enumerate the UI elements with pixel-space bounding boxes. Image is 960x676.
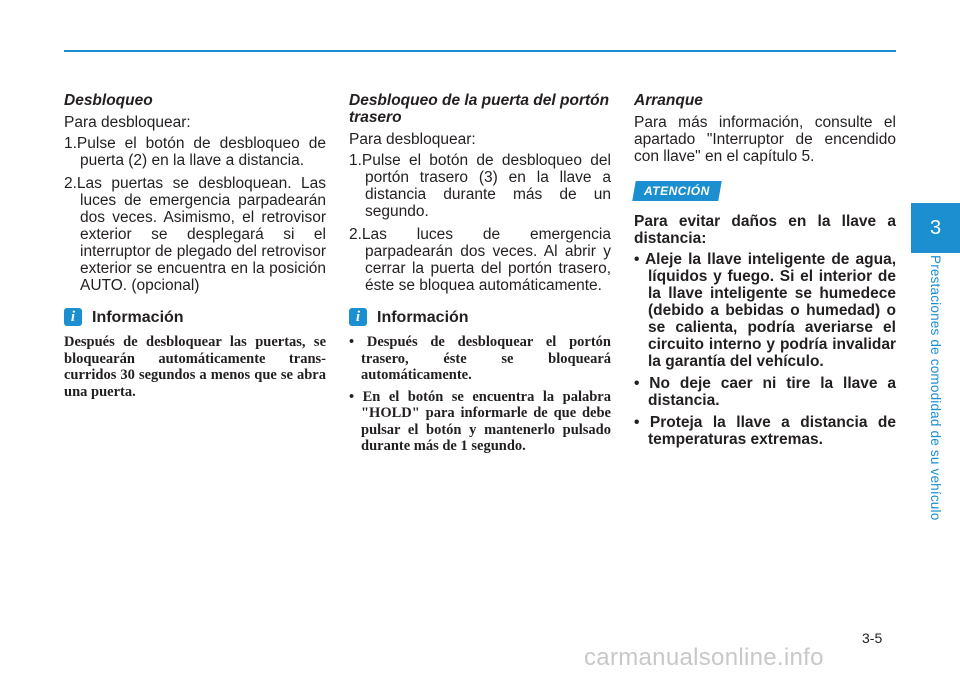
info-item: • Después de desbloquear el portón trasero, éste se bloqueará automáticamente.	[349, 334, 611, 383]
steps-list	[349, 152, 611, 294]
attention-intro: Para evitar daños en la llave a distancia:	[634, 213, 896, 247]
attention-badge	[632, 181, 721, 201]
intro-text: Para desbloquear:	[349, 131, 476, 148]
watermark-text: carmanualsonline.info	[584, 644, 824, 671]
steps-list	[64, 135, 326, 294]
arranque-text: Para más información, consulte el apartado "Interruptor de encendido con llave" en el capítulo 5.	[634, 114, 896, 165]
section-heading-porton: Desbloqueo de la puerta del portón trasero	[349, 92, 610, 126]
info-item: • En el botón se encuentra la palabra "HOLD" para informarle de que debe pulsar el botón y mantenerlo pulsado durante más de 1 segundo.	[349, 388, 611, 454]
step-item: 1.Pulse el botón de desbloqueo de puerta (2) en la llave a distancia.	[64, 135, 326, 169]
info-text: Después de desbloquear las puertas, se bloquearán automáticamente trans-curridos 30 segundos a menos que se abra una puerta.	[64, 334, 326, 400]
attention-label: ATENCIÓN	[644, 184, 710, 198]
step-item: 2.Las puertas se desbloquean. Las luces de emergencia parpadearán dos veces. Asimismo, el retrovisor exterior se desplegará si el interruptor de plegado del retrovisor exterior se encuentra en la posición AUTO. (opcional)	[64, 175, 326, 294]
info-title: Información	[92, 308, 184, 326]
attention-item: • No deje caer ni tire la llave a distancia.	[634, 375, 896, 409]
column-arranque	[634, 92, 896, 453]
column-porton-trasero	[349, 92, 611, 460]
step-item: 2.Las luces de emergencia parpadearán dos veces. Al abrir y cerrar la puerta del portón trasero, éste se bloquea automáticamente.	[349, 226, 611, 294]
page-number: 3-5	[862, 630, 883, 646]
info-icon: i	[64, 308, 82, 326]
chapter-title-vertical	[928, 255, 944, 535]
info-title: Información	[377, 308, 469, 326]
intro-text: Para desbloquear:	[64, 114, 191, 131]
top-rule	[64, 50, 896, 52]
column-desbloqueo	[64, 92, 326, 400]
info-list	[349, 334, 611, 455]
section-heading-desbloqueo: Desbloqueo	[64, 92, 153, 109]
attention-item: • Proteja la llave a distancia de temperaturas extremas.	[634, 414, 896, 448]
attention-list	[634, 251, 896, 448]
section-heading-arranque: Arranque	[634, 92, 703, 109]
step-item: 1.Pulse el botón de desbloqueo del portón trasero (3) en la llave a distancia durante más de un segundo.	[349, 152, 611, 220]
attention-item: • Aleje la llave inteligente de agua, líquidos y fuego. Si el interior de la llave inteligente se humedece (debido a bebidas o humedad) o se calienta, podría averiarse el circuito interno y podría invalidar la garantía del vehículo.	[634, 251, 896, 370]
chapter-number-tab: 3	[911, 203, 960, 253]
info-header	[64, 308, 326, 326]
info-icon: i	[349, 308, 367, 326]
chapter-title-text: Prestaciones de comodidad de su vehículo	[928, 255, 943, 521]
info-header	[349, 308, 611, 326]
